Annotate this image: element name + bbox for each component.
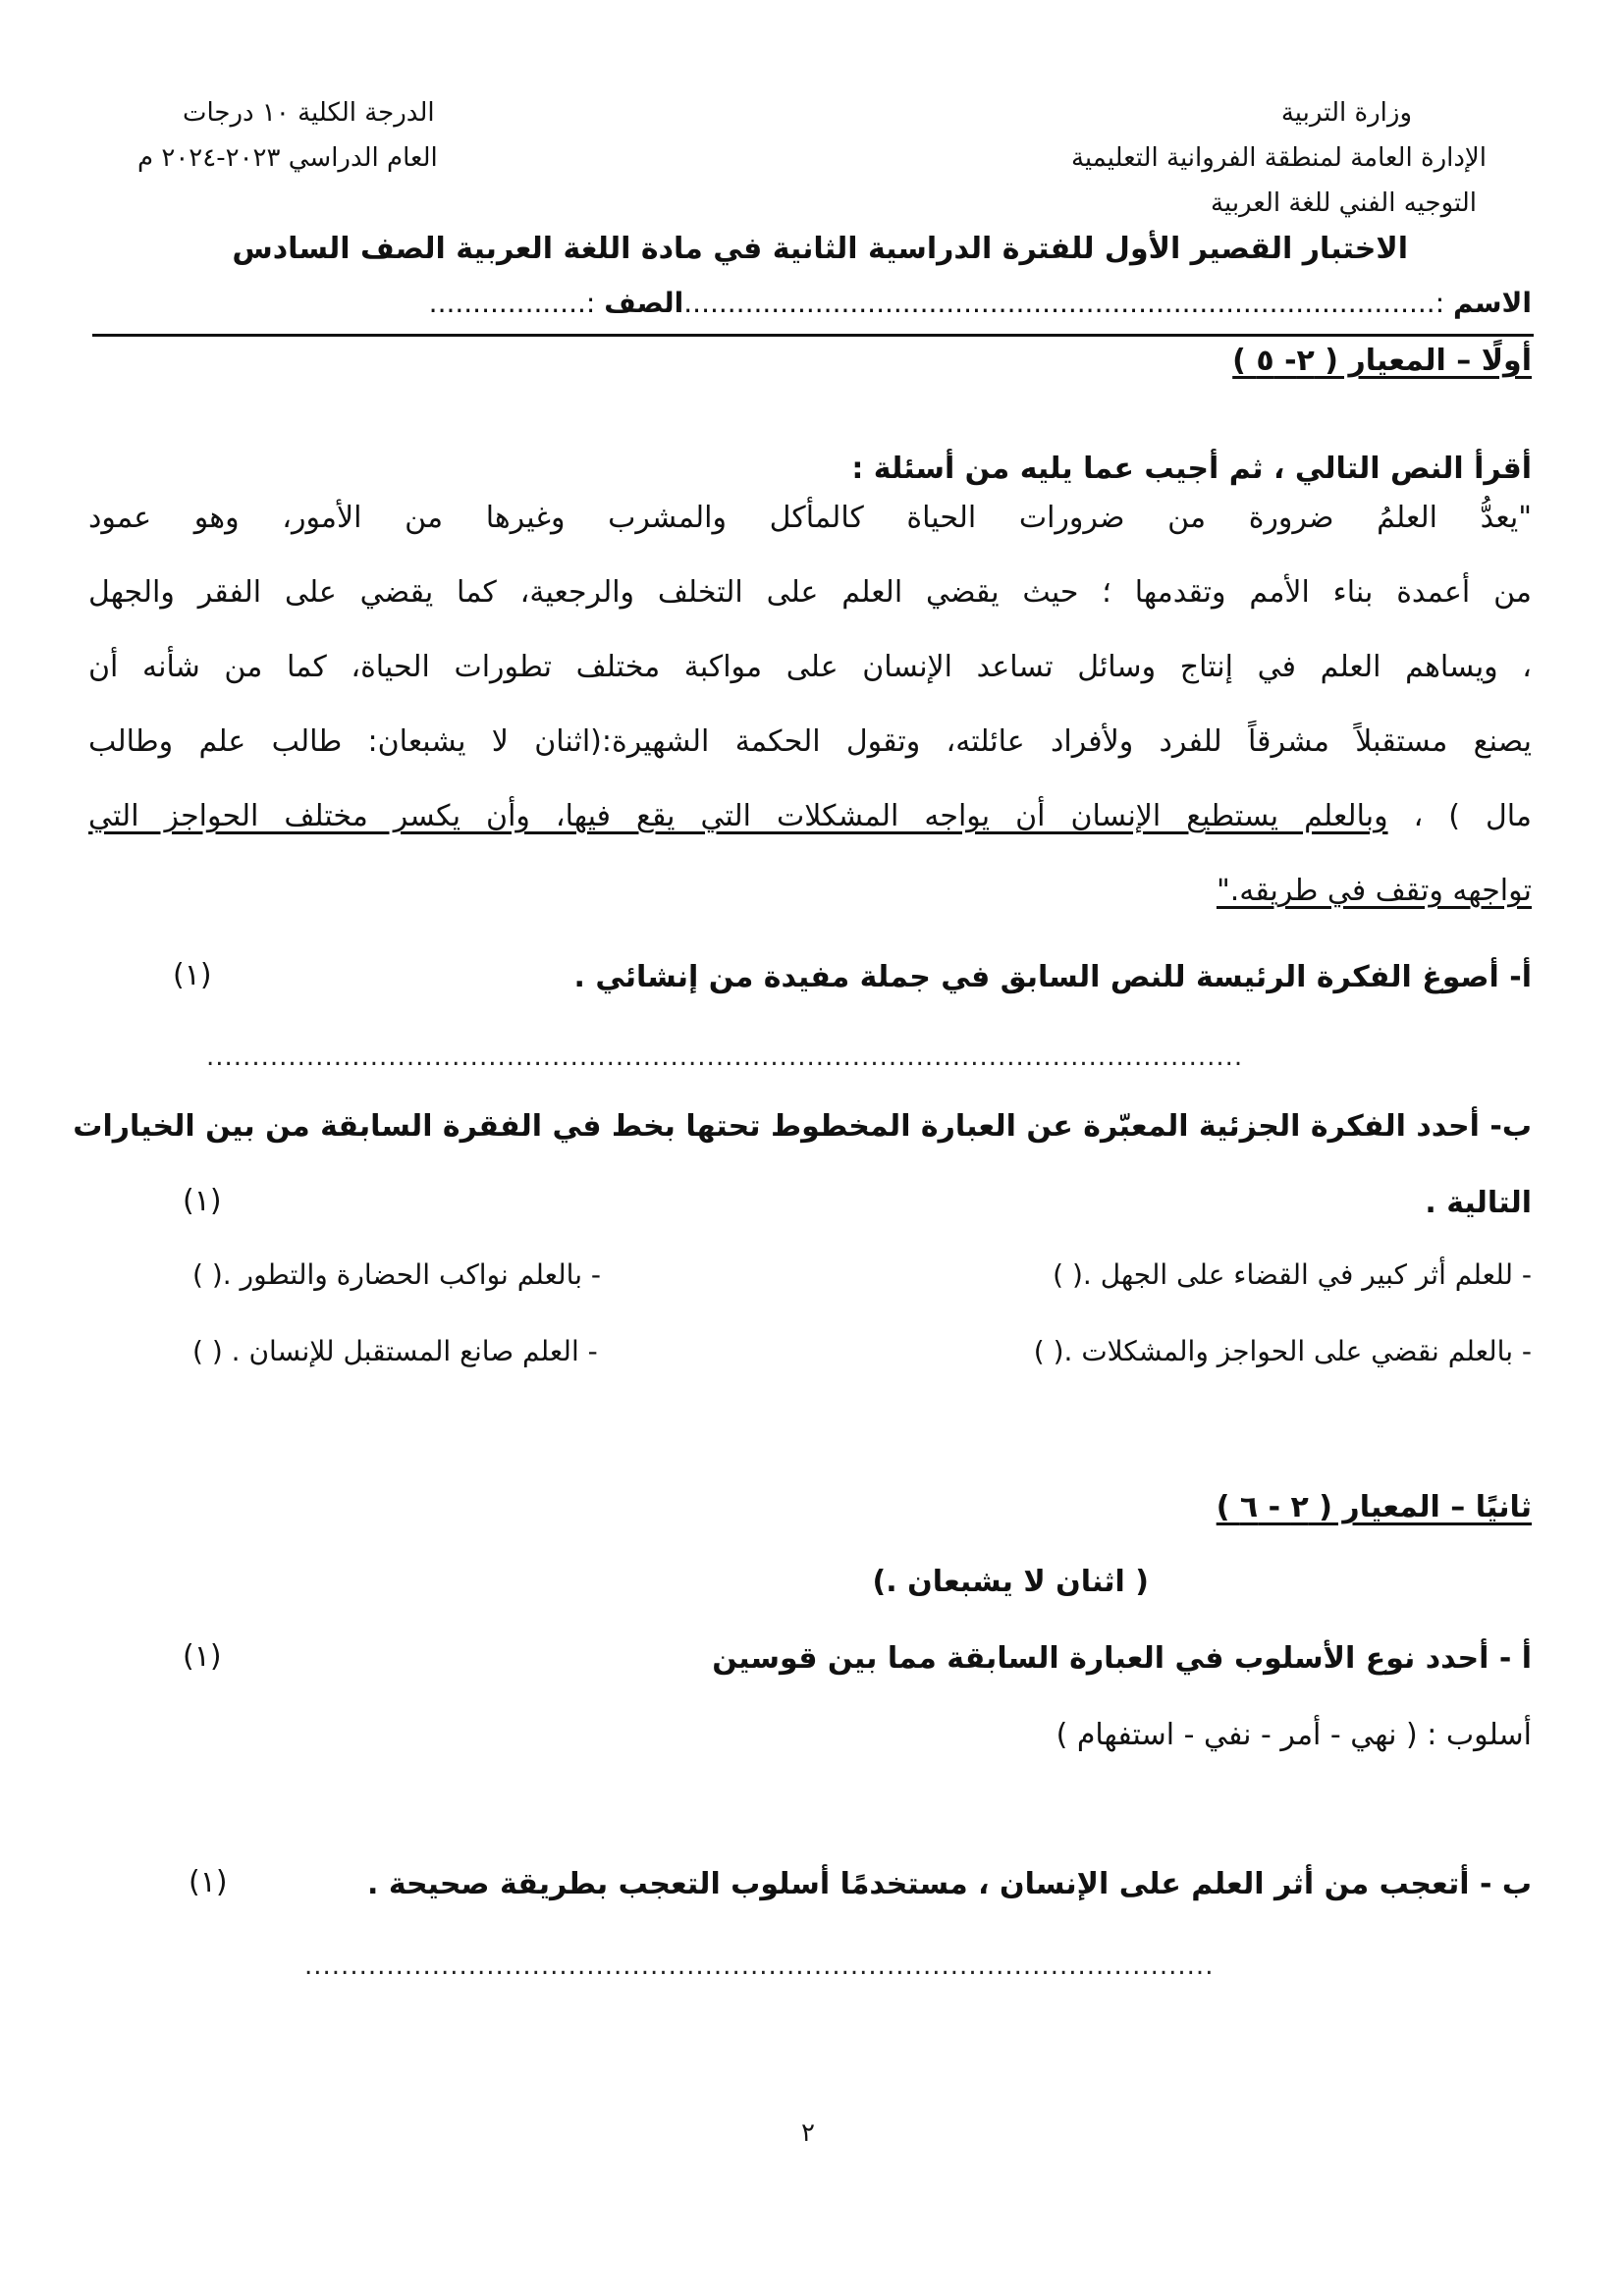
passage-line-6: تواجهه وتقف في طريقه.": [1216, 874, 1532, 908]
question-2b: ب - أتعجب من أثر العلم على الإنسان ، مستخدمًا أسلوب التعجب بطريقة صحيحة .: [367, 1867, 1532, 1901]
option-4[interactable]: - العلم صانع المستقبل للإنسان . ( ): [192, 1335, 598, 1367]
question-2a: أ - أحدد نوع الأسلوب في العبارة السابقة مما بين قوسين: [712, 1641, 1532, 1676]
exam-title: الاختبار القصير الأول للفترة الدراسية الثانية في مادة اللغة العربية الصف السادس: [232, 232, 1408, 266]
ministry: وزارة التربية: [1280, 98, 1412, 128]
passage-underlined-phrase: وبالعلم يستطيع الإنسان أن يواجه المشكلات التي يقع فيها، وأن يكسر مختلف الحواجز التي: [88, 799, 1388, 833]
question-2a-mark: (١): [183, 1639, 222, 1674]
style-options[interactable]: أسلوب : ( نهي - أمر - نفي - استفهام ): [1056, 1718, 1532, 1752]
answer-2b-field[interactable]: ....................................................................................................: [304, 1951, 1215, 1981]
option-2[interactable]: - بالعلم نواكب الحضارة والتطور .( ): [192, 1258, 602, 1291]
question-2b-mark: (١): [189, 1865, 228, 1899]
question-1a: أ- أصوغ الفكرة الرئيسة للنص السابق في جملة مفيدة من إنشائي .: [573, 960, 1532, 994]
reading-instruction: أقرأ النص التالي ، ثم أجيب عما يليه من أسئلة :: [851, 452, 1532, 486]
header-divider: [92, 334, 1534, 337]
passage-line-1: "يعدُّ العلمُ ضرورة من ضرورات الحياة كالمأكل والمشرب وغيرها من الأمور، وهو عمود: [88, 501, 1532, 535]
name-label: الاسم: [1453, 287, 1532, 319]
passage-line-4: يصنع مستقبلاً مشرقاً للفرد ولأفراد عائلته، وتقول الحكمة الشهيرة:(اثنان لا يشبعان: طالب علم وطالب: [88, 724, 1532, 759]
directorate: الإدارة العامة لمنطقة الفروانية التعليمية: [1070, 143, 1487, 173]
section2-heading: ثانيًا – المعيار ( ٢ - ٦ ): [1216, 1490, 1532, 1524]
answer-1a-field[interactable]: ..................................................................................................................: [206, 1042, 1244, 1072]
total-grade: الدرجة الكلية ١٠ درجات: [183, 98, 435, 128]
class-label: الصف: [604, 287, 684, 319]
option-3[interactable]: - بالعلم نقضي على الحواجز والمشكلات .( ): [1033, 1335, 1532, 1367]
class-field[interactable]: :..................: [428, 287, 605, 319]
option-1[interactable]: - للعلم أثر كبير في القضاء على الجهل .( ): [1053, 1258, 1532, 1291]
school-year: العام الدراسي ٢٠٢٣-٢٠٢٤ م: [137, 143, 438, 173]
question-1b-mark: (١): [183, 1184, 222, 1218]
question-1b-line2: التالية .: [1425, 1186, 1532, 1220]
section1-heading: أولًا – المعيار ( ٢- ٥ ): [1232, 344, 1532, 378]
passage-line-2: من أعمدة بناء الأمم وتقدمها ؛ حيث يقضي العلم على التخلف والرجعية، كما يقضي على الفقر والجهل: [88, 575, 1532, 610]
question-1a-mark: (١): [173, 958, 212, 992]
style-quote: ( اثنان لا يشبعان .): [872, 1565, 1149, 1599]
student-info-line: [429, 287, 1532, 319]
supervision: التوجيه الفني للغة العربية: [1211, 188, 1477, 218]
passage-line-5-plain: مال ) ،: [1387, 799, 1532, 833]
question-1b-line1: ب- أحدد الفكرة الجزئية المعبّرة عن العبارة المخطوط تحتها بخط في الفقرة السابقة من بين الخيارات: [73, 1109, 1532, 1144]
name-field[interactable]: :......................................................................................: [683, 287, 1454, 319]
passage-line-3: ، ويساهم العلم في إنتاج وسائل تساعد الإنسان على مواكبة مختلف تطورات الحياة، كما من شأنه أن: [88, 650, 1532, 684]
passage-line-5: [88, 799, 1532, 833]
page-number: ٢: [801, 2118, 815, 2148]
